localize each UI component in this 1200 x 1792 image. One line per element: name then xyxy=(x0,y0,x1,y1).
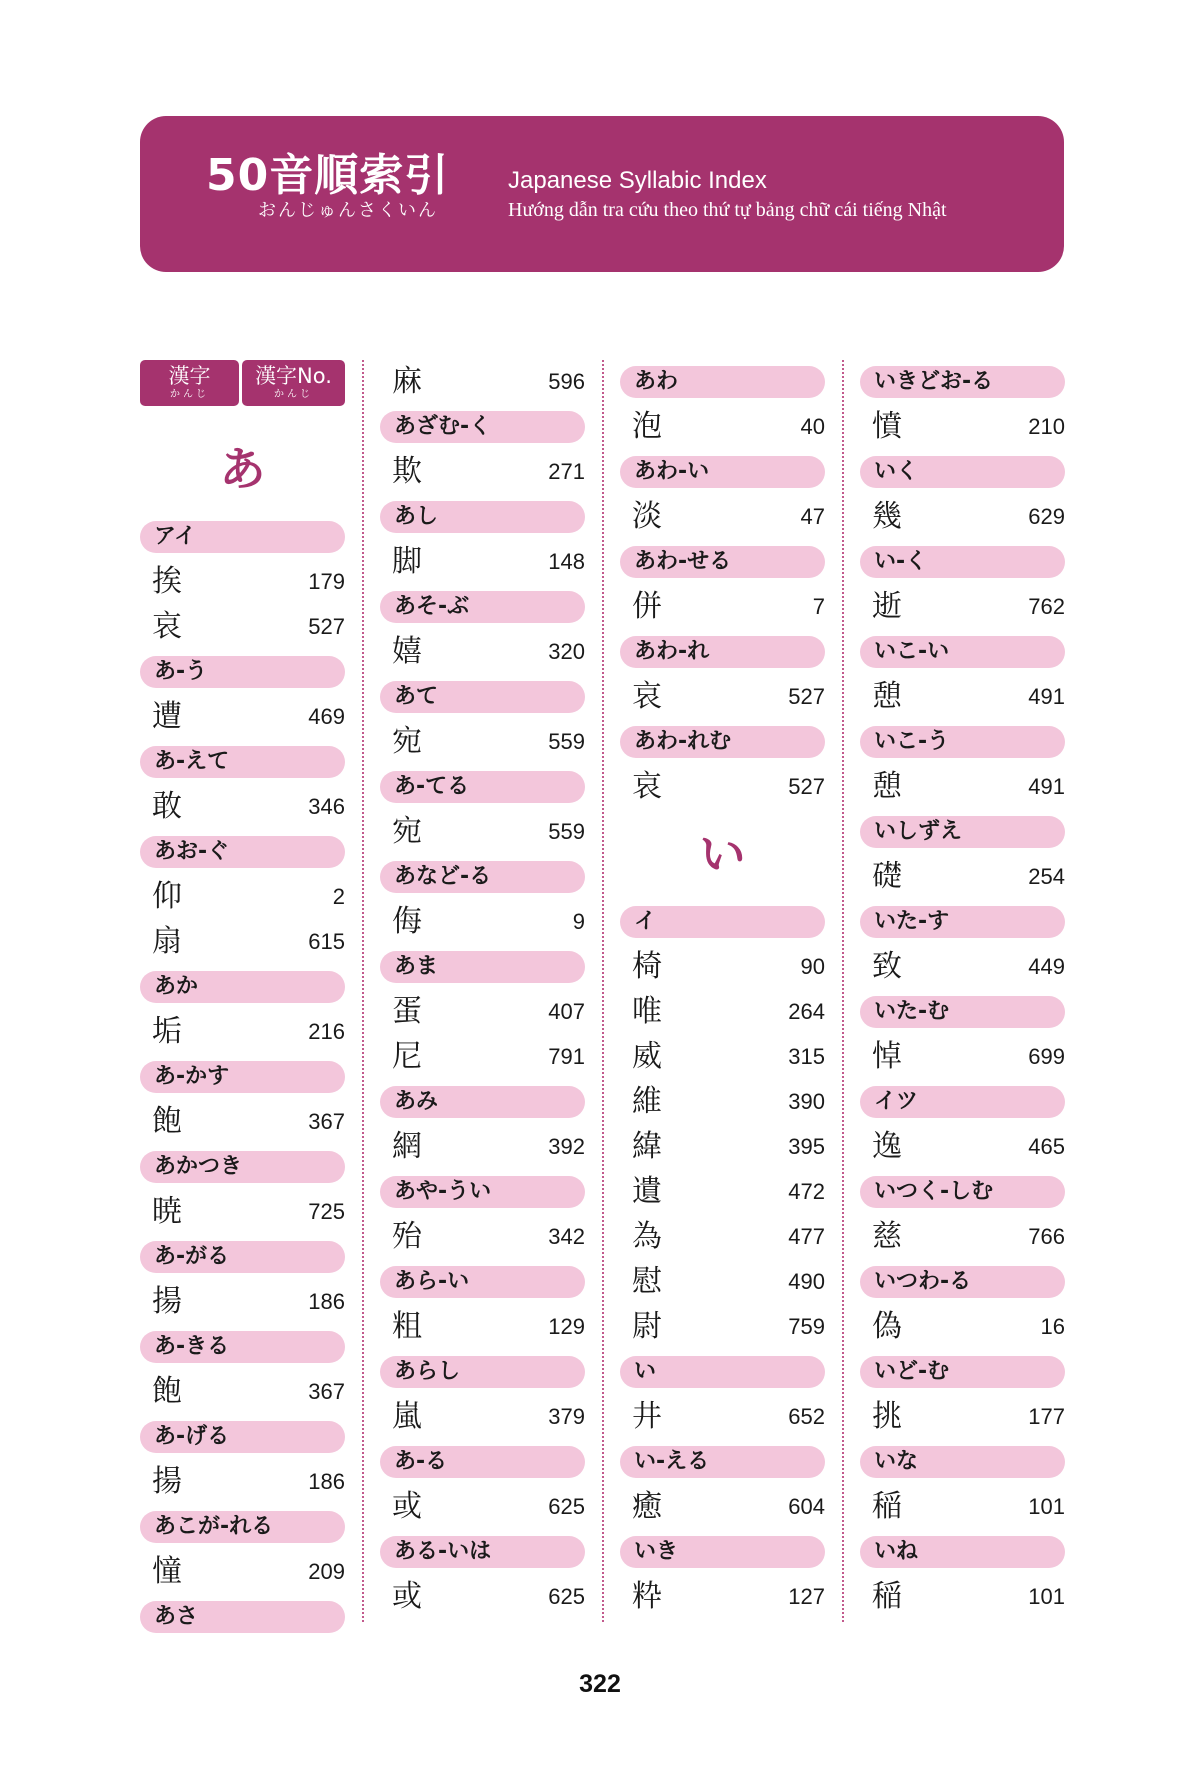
kanji-entry xyxy=(620,1305,825,1349)
kanji-number: 725 xyxy=(308,1199,345,1224)
kanji-character: 麻 xyxy=(392,364,422,399)
reading-label: あわ-い xyxy=(620,456,825,488)
kanji-number: 210 xyxy=(1028,414,1065,439)
kanji-character: 致 xyxy=(872,949,902,984)
reading-label: い-える xyxy=(620,1446,825,1478)
kanji-character: 幾 xyxy=(872,499,902,534)
kanji-number: 216 xyxy=(308,1019,345,1044)
kanji-entry xyxy=(620,1170,825,1214)
reading-label: いな xyxy=(860,1446,1065,1478)
kanji-number: 320 xyxy=(548,639,585,664)
index-title-reading: おんじゅんさくいん xyxy=(258,200,438,221)
kanji-number: 342 xyxy=(548,1224,585,1249)
kanji-entry xyxy=(620,1395,825,1439)
kanji-entry xyxy=(380,1305,585,1349)
subtitle-english: Japanese Syllabic Index xyxy=(508,167,767,194)
kanji-character: 尉 xyxy=(632,1309,662,1344)
column-divider xyxy=(602,360,604,1622)
reading-label: いつく-しむ xyxy=(860,1176,1065,1208)
kanji-number: 101 xyxy=(1028,1494,1065,1519)
kanji-character: 憩 xyxy=(872,769,902,804)
reading-label: いど-む xyxy=(860,1356,1065,1388)
kanji-entry xyxy=(380,450,585,494)
kanji-character: 敢 xyxy=(152,789,182,824)
table-header xyxy=(140,360,345,406)
kanji-entry xyxy=(860,1125,1065,1169)
reading-label: いた-む xyxy=(860,996,1065,1028)
kanji-number: 559 xyxy=(548,819,585,844)
index-title: 50音順索引 xyxy=(206,150,450,201)
kanji-character: 仰 xyxy=(152,879,182,914)
kanji-character: 憤 xyxy=(872,409,902,444)
kanji-character: 揚 xyxy=(152,1464,182,1499)
kanji-character: 併 xyxy=(632,589,662,624)
reading-label: い xyxy=(620,1356,825,1388)
title-banner xyxy=(140,116,1064,272)
kanji-number: 791 xyxy=(548,1044,585,1069)
kanji-character: 稲 xyxy=(872,1489,902,1524)
kanji-number: 127 xyxy=(788,1584,825,1609)
kanji-number: 2 xyxy=(332,884,345,909)
kanji-number: 762 xyxy=(1028,594,1065,619)
kanji-entry xyxy=(860,675,1065,719)
kanji-entry xyxy=(140,1010,345,1054)
number-header xyxy=(242,360,345,406)
kanji-number: 47 xyxy=(800,504,825,529)
kanji-character: 哀 xyxy=(152,609,182,644)
kanji-character: 唯 xyxy=(632,994,662,1029)
kanji-number: 596 xyxy=(548,369,585,394)
kanji-entry xyxy=(860,1215,1065,1259)
kanji-entry xyxy=(380,630,585,674)
kanji-entry xyxy=(620,585,825,629)
kanji-character: 飽 xyxy=(152,1374,182,1409)
kanji-entry xyxy=(140,1370,345,1414)
kanji-character: 悼 xyxy=(872,1039,902,1074)
kanji-entry xyxy=(620,1080,825,1124)
kanji-character: 欺 xyxy=(392,454,422,489)
kanji-character: 威 xyxy=(632,1039,662,1074)
kanji-character: 井 xyxy=(632,1399,662,1434)
kanji-entry xyxy=(140,1190,345,1234)
kanji-entry xyxy=(380,1395,585,1439)
kanji-character: 嬉 xyxy=(392,634,422,669)
kanji-number: 392 xyxy=(548,1134,585,1159)
kanji-character: 維 xyxy=(632,1084,662,1119)
kanji-number: 367 xyxy=(308,1379,345,1404)
kanji-character: 蛋 xyxy=(392,994,422,1029)
kanji-number: 177 xyxy=(1028,1404,1065,1429)
kanji-number: 186 xyxy=(308,1289,345,1314)
kanji-entry xyxy=(620,405,825,449)
kanji-entry xyxy=(380,1125,585,1169)
kanji-entry xyxy=(380,1035,585,1079)
kanji-entry xyxy=(140,1550,345,1594)
reading-label: アイ xyxy=(140,521,345,553)
kanji-entry xyxy=(380,990,585,1034)
kanji-entry xyxy=(620,990,825,1034)
kanji-entry xyxy=(860,495,1065,539)
reading-label: い-く xyxy=(860,546,1065,578)
reading-label: いく xyxy=(860,456,1065,488)
kanji-number: 465 xyxy=(1028,1134,1065,1159)
kanji-entry xyxy=(620,1215,825,1259)
reading-label: あし xyxy=(380,501,585,533)
kanji-entry xyxy=(380,720,585,764)
kanji-entry xyxy=(860,855,1065,899)
kanji-character: 哀 xyxy=(632,679,662,714)
kanji-entry xyxy=(140,1100,345,1144)
kanji-number: 379 xyxy=(548,1404,585,1429)
kanji-entry xyxy=(860,1575,1065,1619)
reading-label: あ-る xyxy=(380,1446,585,1478)
reading-label: あそ-ぶ xyxy=(380,591,585,623)
kanji-character: 粗 xyxy=(392,1309,422,1344)
reading-label: いた-す xyxy=(860,906,1065,938)
kanji-number: 491 xyxy=(1028,774,1065,799)
reading-label: あわ-れ xyxy=(620,636,825,668)
kanji-character: 粋 xyxy=(632,1579,662,1614)
kanji-entry xyxy=(140,605,345,649)
kanji-entry xyxy=(380,1485,585,1529)
reading-label: あざむ-く xyxy=(380,411,585,443)
kanji-number: 469 xyxy=(308,704,345,729)
index-column-3 xyxy=(620,360,825,1620)
reading-label: いね xyxy=(860,1536,1065,1568)
kanji-entry xyxy=(140,560,345,604)
kanji-number: 625 xyxy=(548,1494,585,1519)
kanji-character: 殆 xyxy=(392,1219,422,1254)
number-header-ruby: かんじ xyxy=(274,389,313,400)
kanji-character: 遺 xyxy=(632,1174,662,1209)
kanji-number: 604 xyxy=(788,1494,825,1519)
kanji-character: 挑 xyxy=(872,1399,902,1434)
reading-label: あ-えて xyxy=(140,746,345,778)
kanji-number: 16 xyxy=(1040,1314,1065,1339)
kanji-number: 559 xyxy=(548,729,585,754)
kanji-character: 緯 xyxy=(632,1129,662,1164)
reading-label: いつわ-る xyxy=(860,1266,1065,1298)
kanji-character: 為 xyxy=(632,1219,662,1254)
kanji-character: 宛 xyxy=(392,814,422,849)
kanji-character: 遭 xyxy=(152,699,182,734)
reading-label: あなど-る xyxy=(380,861,585,893)
kanji-entry xyxy=(140,875,345,919)
column-divider xyxy=(362,360,364,1622)
kanji-entry xyxy=(620,495,825,539)
kanji-number: 491 xyxy=(1028,684,1065,709)
reading-label: あま xyxy=(380,951,585,983)
kanji-number: 449 xyxy=(1028,954,1065,979)
kanji-entry xyxy=(620,1125,825,1169)
page-number: 322 xyxy=(579,1670,621,1698)
kanji-number: 629 xyxy=(1028,504,1065,529)
kanji-entry xyxy=(380,810,585,854)
kanji-entry xyxy=(380,540,585,584)
kanji-number: 407 xyxy=(548,999,585,1024)
reading-label: あかつき xyxy=(140,1151,345,1183)
kanji-number: 315 xyxy=(788,1044,825,1069)
kanji-header-ruby: かんじ xyxy=(170,389,209,400)
kanji-entry xyxy=(380,1575,585,1619)
kanji-number: 148 xyxy=(548,549,585,574)
reading-label: あこが-れる xyxy=(140,1511,345,1543)
kanji-character: 網 xyxy=(392,1129,422,1164)
reading-label: あみ xyxy=(380,1086,585,1118)
kanji-entry xyxy=(620,765,825,809)
reading-label: あか xyxy=(140,971,345,1003)
kanji-header xyxy=(140,360,239,406)
kanji-number: 625 xyxy=(548,1584,585,1609)
kanji-character: 稲 xyxy=(872,1579,902,1614)
reading-label: あらし xyxy=(380,1356,585,1388)
index-column-2 xyxy=(380,360,585,1620)
kanji-entry xyxy=(620,1575,825,1619)
reading-label: あ-てる xyxy=(380,771,585,803)
kanji-character: 或 xyxy=(392,1489,422,1524)
kanji-number: 615 xyxy=(308,929,345,954)
kanji-character: 淡 xyxy=(632,499,662,534)
kanji-character: 宛 xyxy=(392,724,422,759)
kanji-entry xyxy=(860,405,1065,449)
reading-label: あわ xyxy=(620,366,825,398)
kanji-character: 礎 xyxy=(872,859,902,894)
number-header-label: 漢字No. xyxy=(255,364,332,388)
kanji-number: 472 xyxy=(788,1179,825,1204)
kanji-number: 390 xyxy=(788,1089,825,1114)
reading-label: いしずえ xyxy=(860,816,1065,848)
kanji-character: 憧 xyxy=(152,1554,182,1589)
kanji-number: 264 xyxy=(788,999,825,1024)
kanji-character: 挨 xyxy=(152,564,182,599)
kanji-character: 或 xyxy=(392,1579,422,1614)
kanji-number: 759 xyxy=(788,1314,825,1339)
kanji-entry xyxy=(860,1395,1065,1439)
kanji-number: 129 xyxy=(548,1314,585,1339)
kanji-header-label: 漢字 xyxy=(168,364,211,388)
index-column-1 xyxy=(140,360,345,1629)
kanji-number: 7 xyxy=(812,594,825,619)
reading-label: いこ-う xyxy=(860,726,1065,758)
reading-label: あ-きる xyxy=(140,1331,345,1363)
section-heading: あ xyxy=(219,442,266,496)
kanji-number: 346 xyxy=(308,794,345,819)
kanji-entry xyxy=(860,765,1065,809)
section-heading: い xyxy=(699,827,746,881)
kanji-character: 飽 xyxy=(152,1104,182,1139)
kanji-entry xyxy=(620,945,825,989)
kanji-entry xyxy=(140,920,345,964)
kanji-entry xyxy=(380,1215,585,1259)
reading-label: あわ-れむ xyxy=(620,726,825,758)
kanji-number: 699 xyxy=(1028,1044,1065,1069)
kanji-entry xyxy=(140,785,345,829)
kanji-character: 逝 xyxy=(872,589,902,624)
kanji-number: 766 xyxy=(1028,1224,1065,1249)
kanji-number: 652 xyxy=(788,1404,825,1429)
kanji-character: 扇 xyxy=(152,924,182,959)
kanji-character: 尼 xyxy=(392,1039,422,1074)
kanji-character: 暁 xyxy=(152,1194,182,1229)
reading-label: いき xyxy=(620,1536,825,1568)
kanji-entry xyxy=(620,1260,825,1304)
kanji-character: 侮 xyxy=(392,904,422,939)
kanji-entry xyxy=(620,1035,825,1079)
reading-label: あわ-せる xyxy=(620,546,825,578)
kanji-number: 209 xyxy=(308,1559,345,1584)
kanji-character: 憩 xyxy=(872,679,902,714)
kanji-character: 椅 xyxy=(632,949,662,984)
kanji-entry xyxy=(620,675,825,719)
reading-label: あさ xyxy=(140,1601,345,1633)
kanji-number: 9 xyxy=(572,909,585,934)
kanji-character: 逸 xyxy=(872,1129,902,1164)
kanji-number: 186 xyxy=(308,1469,345,1494)
kanji-number: 527 xyxy=(788,774,825,799)
kanji-entry xyxy=(380,900,585,944)
kanji-character: 慈 xyxy=(872,1219,902,1254)
kanji-character: 垢 xyxy=(152,1014,182,1049)
reading-label: あら-い xyxy=(380,1266,585,1298)
kanji-entry xyxy=(140,1460,345,1504)
kanji-character: 脚 xyxy=(392,544,422,579)
reading-label: あ-う xyxy=(140,656,345,688)
kanji-entry xyxy=(620,1485,825,1529)
reading-label: いこ-い xyxy=(860,636,1065,668)
kanji-number: 527 xyxy=(788,684,825,709)
reading-label: あて xyxy=(380,681,585,713)
kanji-number: 477 xyxy=(788,1224,825,1249)
kanji-number: 40 xyxy=(800,414,825,439)
kanji-entry xyxy=(860,585,1065,629)
kanji-entry xyxy=(860,1305,1065,1349)
kanji-character: 泡 xyxy=(632,409,662,444)
reading-label: あ-がる xyxy=(140,1241,345,1273)
kanji-character: 哀 xyxy=(632,769,662,804)
kanji-entry xyxy=(140,695,345,739)
reading-label: あや-うい xyxy=(380,1176,585,1208)
kanji-entry xyxy=(380,360,585,404)
kanji-character: 偽 xyxy=(872,1309,902,1344)
subtitle-vietnamese: Hướng dẫn tra cứu theo thứ tự bảng chữ cái tiếng Nhật xyxy=(508,199,947,221)
kanji-number: 527 xyxy=(308,614,345,639)
reading-label: イツ xyxy=(860,1086,1065,1118)
kanji-entry xyxy=(860,1485,1065,1529)
reading-label: ある-いは xyxy=(380,1536,585,1568)
kanji-character: 癒 xyxy=(632,1489,662,1524)
kanji-number: 101 xyxy=(1028,1584,1065,1609)
kanji-number: 90 xyxy=(800,954,825,979)
kanji-number: 254 xyxy=(1028,864,1065,889)
kanji-number: 367 xyxy=(308,1109,345,1134)
reading-label: あ-かす xyxy=(140,1061,345,1093)
kanji-number: 490 xyxy=(788,1269,825,1294)
kanji-character: 慰 xyxy=(632,1264,662,1299)
reading-label: イ xyxy=(620,906,825,938)
index-column-4 xyxy=(860,360,1065,1620)
kanji-character: 嵐 xyxy=(392,1399,422,1434)
kanji-number: 271 xyxy=(548,459,585,484)
kanji-entry xyxy=(860,945,1065,989)
reading-label: あ-げる xyxy=(140,1421,345,1453)
reading-label: いきどお-る xyxy=(860,366,1065,398)
kanji-entry xyxy=(860,1035,1065,1079)
column-divider xyxy=(842,360,844,1622)
kanji-number: 179 xyxy=(308,569,345,594)
kanji-number: 395 xyxy=(788,1134,825,1159)
reading-label: あお-ぐ xyxy=(140,836,345,868)
kanji-character: 揚 xyxy=(152,1284,182,1319)
kanji-entry xyxy=(140,1280,345,1324)
